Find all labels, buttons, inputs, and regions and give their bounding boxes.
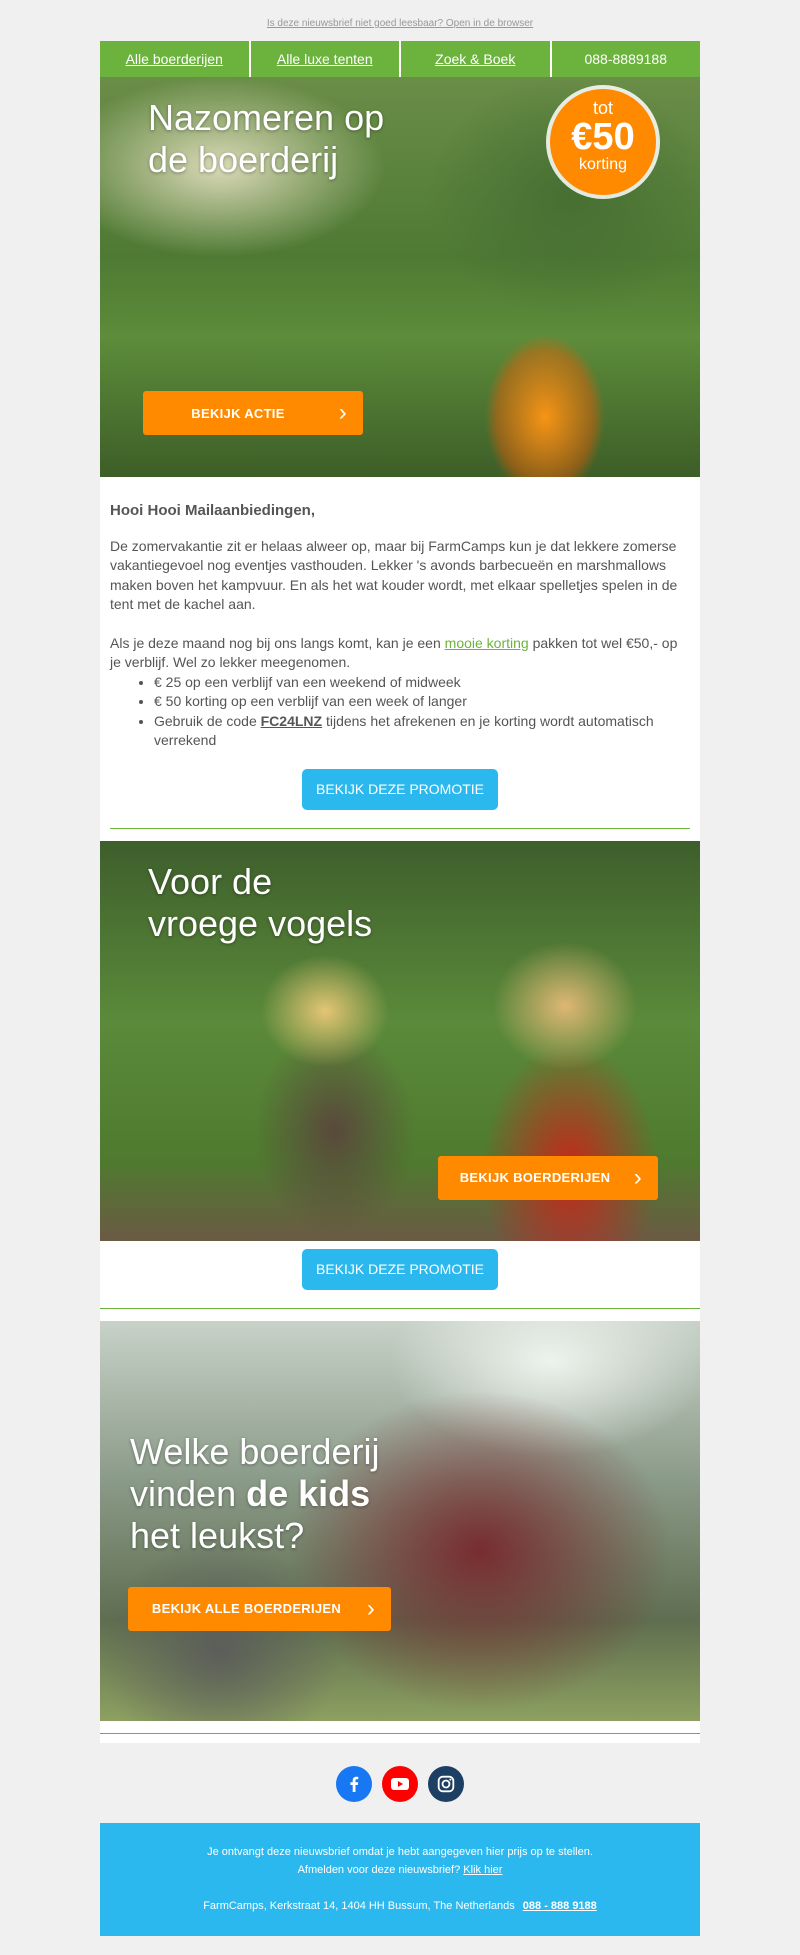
preheader [0, 18, 800, 29]
greeting: Hooi Hooi Mailaanbiedingen, [110, 502, 316, 519]
discount-badge: tot €50 korting [550, 89, 656, 195]
intro-paragraph-1: De zomervakantie zit er helaas alweer op, maar bij FarmCamps kun je dat lekkere zomerse vakantiegevoel nog eventjes vasthouden. Lekker 's avonds barbecueën en marshmallows maken boven het kampvuur. En als het wat kouder wordt, met elkaar spelletjes spelen in de tent met de kachel aan. [110, 537, 678, 612]
nav-all-farms[interactable]: Alle boerderijen [100, 41, 249, 77]
discount-code: FC24LNZ [260, 712, 323, 729]
footer-address-line: FarmCamps, Kerkstraat 14, 1404 HH Bussum, The Netherlands 088 - 888 9188 [203, 1900, 597, 1912]
list-item: • € 50 korting op een verblijf van een week of langer [154, 692, 690, 712]
bekijk-boerderijen-button[interactable]: BEKIJK BOERDERIJEN › [438, 1156, 658, 1200]
bekijk-actie-button[interactable]: BEKIJK ACTIE › [143, 391, 363, 435]
hero-early-birds-banner[interactable] [100, 841, 700, 1241]
newsletter-container [100, 41, 700, 1743]
unsubscribe-link[interactable]: Klik hier [463, 1864, 503, 1876]
bekijk-alle-boerderijen-button[interactable]: BEKIJK ALLE BOERDERIJEN › [128, 1587, 391, 1631]
hero2-title: Voor de vroege vogels [148, 860, 373, 944]
hero-campfire-banner[interactable] [100, 77, 700, 477]
footer-reason-text: Je ontvangt deze nieuwsbrief omdat je hebt aangegeven hier prijs op te stellen. [207, 1846, 593, 1858]
instagram-icon[interactable] [428, 1766, 464, 1802]
youtube-icon[interactable] [382, 1766, 418, 1802]
chevron-right-icon: › [366, 1594, 375, 1622]
nav-search-book[interactable]: Zoek & Boek [401, 41, 550, 77]
hero1-title: Nazomeren op de boerderij [148, 97, 385, 180]
list-item: • Gebruik de code FC24LNZ tijdens het afrekenen en je korting wordt automatisch verrekend [154, 712, 690, 751]
hero3-title: Welke boerderij vinden de kids het leukst? [130, 1430, 380, 1556]
footer-unsubscribe: Afmelden voor deze nieuwsbrief? Klik hier [297, 1864, 503, 1876]
top-nav [100, 41, 700, 77]
view-in-browser-link[interactable]: Is deze nieuwsbrief niet goed leesbaar? Open in de browser [266, 18, 534, 29]
footer-phone-link[interactable]: 088 - 888 9188 [522, 1900, 597, 1912]
list-item: • € 25 op een verblijf van een weekend of midweek [154, 673, 690, 693]
chevron-right-icon: › [633, 1163, 642, 1191]
promo-button-2[interactable]: BEKIJK DEZE PROMOTIE [302, 1249, 498, 1290]
footer [100, 1823, 700, 1936]
nav-luxury-tents[interactable]: Alle luxe tenten [251, 41, 400, 77]
social-links [0, 1766, 800, 1802]
facebook-icon[interactable] [336, 1766, 372, 1802]
chevron-right-icon: › [338, 399, 347, 426]
intro-paragraph-2: Als je deze maand nog bij ons langs komt, kan je een mooie korting pakken tot wel €50,- op je verblijf. Wel zo lekker meegenomen. [110, 634, 678, 670]
promo-button-1[interactable]: BEKIJK DEZE PROMOTIE [302, 769, 498, 810]
hero-kids-farm-banner[interactable] [100, 1321, 700, 1721]
mooie-korting-link[interactable]: mooie korting [444, 634, 529, 651]
nav-phone[interactable]: 088-8889188 [552, 41, 701, 77]
discount-list [110, 673, 690, 751]
intro-section [100, 477, 700, 829]
